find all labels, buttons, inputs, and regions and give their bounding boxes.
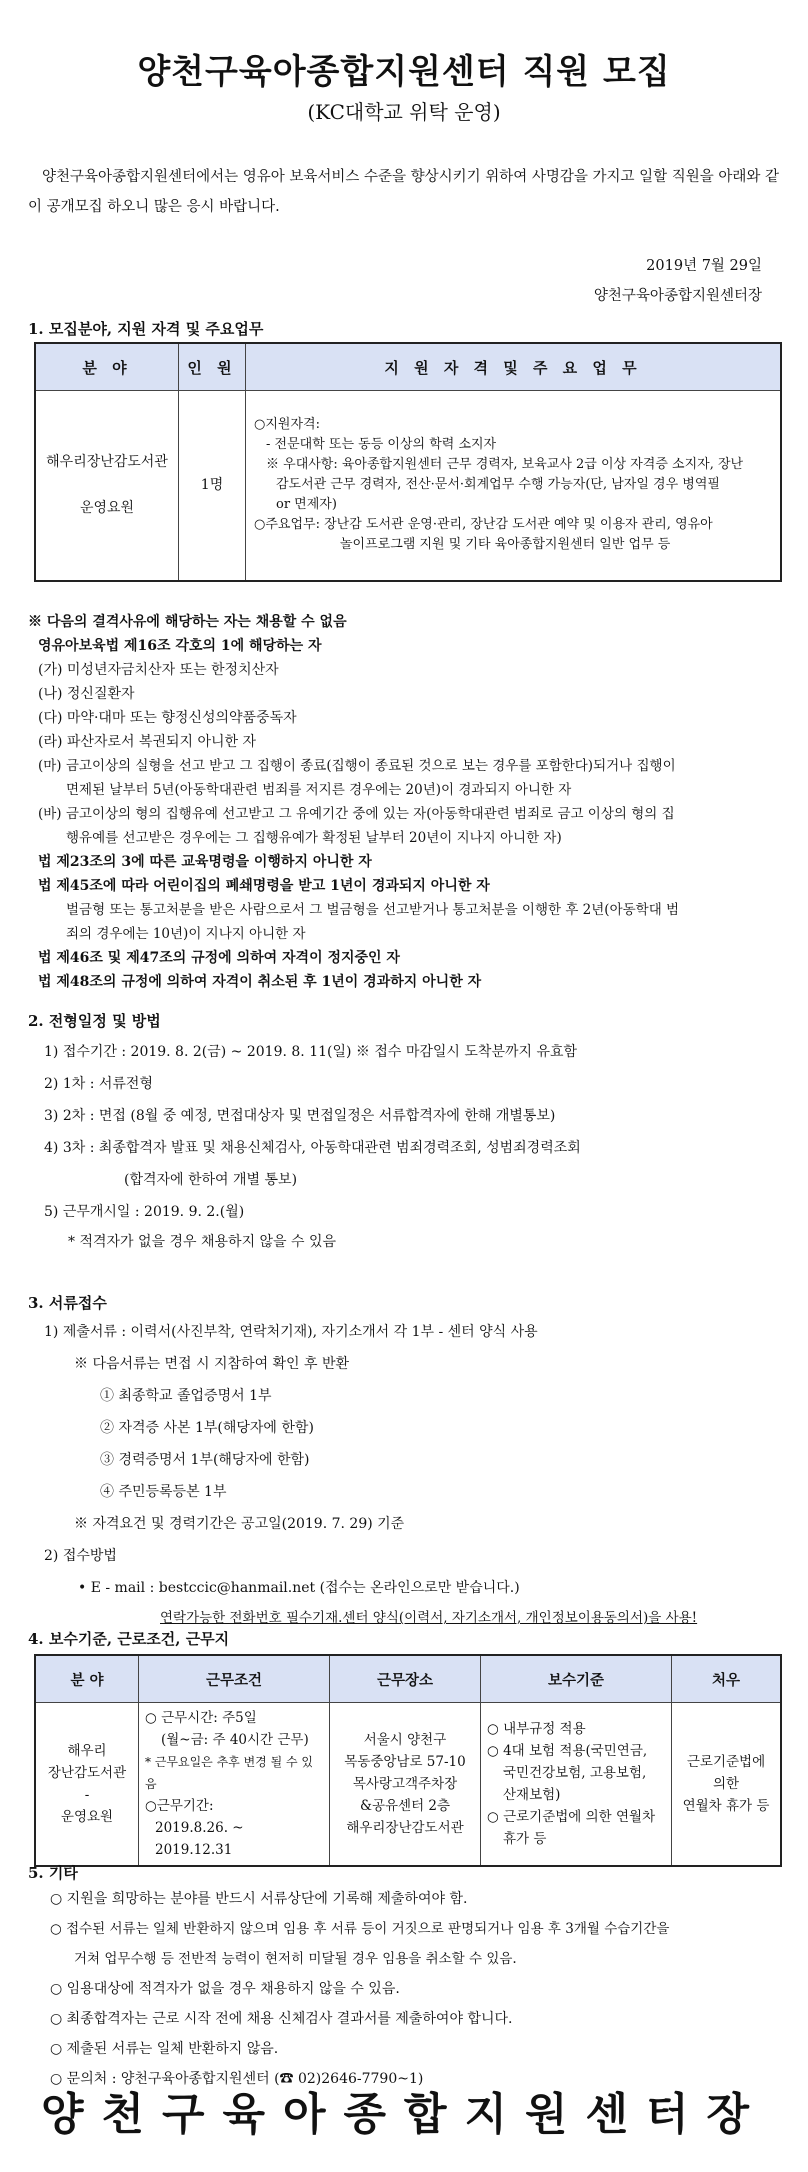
cond-field-3: - <box>84 1787 90 1803</box>
submit-contact-note: 연락가능한 전화번호 필수기재.센터 양식(이력서, 자기소개서, 개인정보이용동의서)을 사용! <box>160 1610 698 1626</box>
disq-item-ba-1: (바) 금고이상의 형의 집행유예 선고받고 그 유예기간 중에 있는 자(아동학대관련 범죄로 금고 이상의 형의 집 <box>38 806 675 822</box>
col-pay: 보수기준 <box>481 1655 672 1703</box>
page-subtitle: (KC대학교 위탁 운영) <box>307 100 501 124</box>
disq-heading: ※ 다음의 결격사유에 해당하는 자는 채용할 수 없음 <box>28 614 347 630</box>
misc-2b: 거쳐 업무수행 등 전반적 능력이 현저히 미달될 경우 임용을 취소할 수 있음. <box>74 1951 517 1967</box>
doc-item-1: ① 최종학교 졸업증명서 1부 <box>100 1388 272 1404</box>
disqualification-block <box>28 610 788 994</box>
qual-preference-2: 감도서관 근무 경력자, 전산·문서·회계업무 수행 가능자(단, 남자일 경우 병역필 <box>276 477 720 493</box>
disq-law-3-detail-1: 벌금형 또는 통고처분을 받은 사람으로서 그 벌금형을 선고받거나 통고처분을 이행한 후 2년(아동학대 범 <box>66 902 680 918</box>
documents-block <box>28 1316 788 1632</box>
cond-field-4: 운영요원 <box>60 1809 114 1825</box>
cond-treat-3: 연월차 휴가 등 <box>682 1798 770 1814</box>
cond-pay-6: 휴가 등 <box>503 1831 547 1847</box>
field-cell <box>35 391 179 581</box>
col-work-conditions: 근무조건 <box>139 1655 330 1703</box>
doc-item-3: ③ 경력증명서 1부(해당자에 한함) <box>100 1452 310 1468</box>
recruit-table-header <box>35 343 781 391</box>
notice-date: 2019년 7월 29일 <box>646 258 762 274</box>
section2-heading: 2. 전형일정 및 방법 <box>28 1012 161 1030</box>
cond-field-cell <box>35 1703 139 1867</box>
disq-law-3-detail-2: 죄의 경우에는 10년)이 지나지 아니한 자 <box>66 926 306 942</box>
schedule-1: 1) 접수기간 : 2019. 8. 2(금) ~ 2019. 8. 11(일) ※ 접수 마감일시 도착분까지 유효함 <box>44 1044 578 1060</box>
cond-place-5: 해우리장난감도서관 <box>346 1820 464 1836</box>
cond-hours-cell <box>139 1703 330 1867</box>
cond-pay-1: ○ 내부규정 적용 <box>487 1721 586 1737</box>
schedule-4: 4) 3차 : 최종합격자 발표 및 채용신체검사, 아동학대관련 범죄경력조회, 성범죄경력조회 <box>44 1140 581 1156</box>
disq-item-ma-1: (마) 금고이상의 실형을 선고 받고 그 집행이 종료(집행이 종료된 것으로 보는 경우를 포함한다)되거나 집행이 <box>38 758 676 774</box>
disq-item-da: (다) 마약·대마 또는 향정신성의약품중독자 <box>38 710 297 726</box>
disq-item-ba-2: 행유예를 선고받은 경우에는 그 집행유예가 확정된 날부터 20년이 지나지 아니한 자) <box>66 830 562 846</box>
col-work-place: 근무장소 <box>330 1655 481 1703</box>
disq-law-5: 법 제48조의 규정에 의하여 자격이 취소된 후 1년이 경과하지 아니한 자 <box>38 974 482 990</box>
cond-hours-1: ○ 근무시간: 주5일 <box>145 1710 257 1726</box>
duty-2: 놀이프로그램 지원 및 기타 육아종합지원센터 일반 업무 등 <box>340 537 671 553</box>
misc-2a: ○ 접수된 서류는 일체 반환하지 않으며 임용 후 서류 등이 거짓으로 판명되거나 임용 후 3개월 수습기간을 <box>50 1921 670 1937</box>
schedule-3: 3) 2차 : 면접 (8월 중 예정, 면접대상자 및 면접일정은 서류합격자에 한해 개별통보) <box>44 1108 556 1124</box>
field-name-2: 운영요원 <box>79 500 135 517</box>
misc-6: ○ 문의처 : 양천구육아종합지원센터 (☎ 02)2646-7790~1) <box>50 2071 424 2087</box>
footer-signature: 양천구육아종합지원센터장 <box>40 2089 768 2140</box>
doc-item-4: ④ 주민등록등본 1부 <box>100 1484 227 1500</box>
schedule-5: 5) 근무개시일 : 2019. 9. 2.(월) <box>44 1204 245 1220</box>
submit-method: 2) 접수방법 <box>44 1548 117 1564</box>
cond-hours-2: (월~금: 주 40시간 근무) <box>161 1732 309 1748</box>
cond-pay-3: 국민건강보험, 고용보험, <box>503 1765 647 1781</box>
intro-paragraph: 양천구육아종합지원센터에서는 영유아 보육서비스 수준을 향상시키기 위하여 사명감을 가지고 일할 직원을 아래와 같이 공개모집 하오니 많은 응시 바랍니다. <box>28 169 780 215</box>
schedule-5-note: * 적격자가 없을 경우 채용하지 않을 수 있음 <box>68 1234 337 1250</box>
misc-4: ○ 최종합격자는 근로 시작 전에 채용 신체검사 결과서를 제출하여야 합니다. <box>50 2011 513 2027</box>
section5-heading: 5. 기타 <box>28 1864 78 1882</box>
docs-required: 1) 제출서류 : 이력서(사진부착, 연락처기재), 자기소개서 각 1부 - 센터 양식 사용 <box>44 1324 538 1340</box>
field-name-1: 해우리장난감도서관 <box>46 454 168 471</box>
disq-item-ra: (라) 파산자로서 복권되지 아니한 자 <box>38 734 257 750</box>
schedule-block <box>28 1036 788 1256</box>
col-count: 인 원 <box>179 343 246 391</box>
col-field: 분 야 <box>35 343 179 391</box>
cond-place-3: 목사랑고객주차장 <box>352 1776 458 1792</box>
cond-treat-2: 의한 <box>712 1776 740 1792</box>
duty-1: ○주요업무: 장난감 도서관 운영·관리, 장난감 도서관 예약 및 이용자 관리, 영유아 <box>254 517 713 533</box>
cond-treat-cell <box>672 1703 782 1867</box>
disq-item-na: (나) 정신질환자 <box>38 686 135 702</box>
count-cell: 1명 <box>179 391 246 581</box>
cond-pay-5: ○ 근로기준법에 의한 연월차 <box>487 1809 656 1825</box>
cond-pay-cell <box>481 1703 672 1867</box>
qual-preference-3: or 면제자) <box>276 497 337 513</box>
cond-place-4: &공유센터 2층 <box>359 1798 451 1814</box>
docs-note: ※ 다음서류는 면접 시 지참하여 확인 후 반환 <box>74 1356 350 1372</box>
disq-item-ga: (가) 미성년자금치산자 또는 한정치산자 <box>38 662 279 678</box>
col-treatment: 처우 <box>672 1655 782 1703</box>
conditions-table-row <box>35 1703 781 1867</box>
cond-pay-4: 산재보험) <box>503 1787 561 1803</box>
section4-heading: 4. 보수기준, 근로조건, 근무지 <box>28 1630 230 1648</box>
section1-heading: 1. 모집분야, 지원 자격 및 주요업무 <box>28 320 264 338</box>
schedule-4-note: (합격자에 한하여 개별 통보) <box>124 1172 298 1188</box>
cond-treat-1: 근로기준법에 <box>686 1754 766 1770</box>
qual-education: - 전문대학 또는 동등 이상의 학력 소지자 <box>266 437 497 453</box>
cond-hours-4: ○근무기간: <box>145 1798 214 1814</box>
recruit-table <box>34 342 782 582</box>
cond-field-1: 해우리 <box>67 1743 107 1759</box>
submit-email: • E - mail : bestccic@hanmail.net (접수는 온라인으로만 받습니다.) <box>78 1580 520 1596</box>
disq-item-ma-2: 면제된 날부터 5년(아동학대관련 범죄를 저지른 경우에는 20년)이 경과되지 아니한 자 <box>66 782 572 798</box>
col-qualification: 지 원 자 격 및 주 요 업 무 <box>246 343 782 391</box>
cond-place-cell <box>330 1703 481 1867</box>
misc-1: ○ 지원을 희망하는 분야를 반드시 서류상단에 기록해 제출하여야 함. <box>50 1891 468 1907</box>
docs-note-2: ※ 자격요건 및 경력기간은 공고일(2019. 7. 29) 기준 <box>74 1516 405 1532</box>
cond-hours-3: * 근무요일은 추후 변경 될 수 있음 <box>145 1755 313 1791</box>
cond-place-2: 목동중앙남로 57-10 <box>344 1754 466 1770</box>
section3-heading: 3. 서류접수 <box>28 1294 107 1312</box>
disq-law-3: 법 제45조에 따라 어린이집의 폐쇄명령을 받고 1년이 경과되지 아니한 자 <box>38 878 490 894</box>
conditions-table-header <box>35 1655 781 1703</box>
misc-block <box>28 1884 788 2094</box>
qualification-cell <box>246 391 782 581</box>
qual-label: ○지원자격: <box>254 417 320 433</box>
misc-5: ○ 제출된 서류는 일체 반환하지 않음. <box>50 2041 279 2057</box>
misc-3: ○ 임용대상에 적격자가 없을 경우 채용하지 않을 수 있음. <box>50 1981 400 1997</box>
notice-org: 양천구육아종합지원센터장 <box>593 288 762 304</box>
schedule-2: 2) 1차 : 서류전형 <box>44 1076 153 1092</box>
cond-pay-2: ○ 4대 보험 적용(국민연금, <box>487 1743 648 1759</box>
col-field: 분 야 <box>35 1655 139 1703</box>
cond-field-2: 장난감도서관 <box>47 1765 127 1781</box>
doc-item-2: ② 자격증 사본 1부(해당자에 한함) <box>100 1420 314 1436</box>
conditions-table <box>34 1654 782 1867</box>
cond-place-1: 서울시 양천구 <box>363 1732 447 1748</box>
page-title: 양천구육아종합지원센터 직원 모집 <box>137 52 671 92</box>
cond-hours-5: 2019.8.26. ~ 2019.12.31 <box>155 1820 244 1858</box>
disq-law-2: 법 제23조의 3에 따른 교육명령을 이행하지 아니한 자 <box>38 854 372 870</box>
disq-law-4: 법 제46조 및 제47조의 규정에 의하여 자격이 정지중인 자 <box>38 950 400 966</box>
qual-preference-1: ※ 우대사항: 육아종합지원센터 근무 경력자, 보육교사 2급 이상 자격증 소지자, 장난 <box>266 457 744 473</box>
disq-law-1: 영유아보육법 제16조 각호의 1에 해당하는 자 <box>38 638 322 654</box>
recruit-table-row <box>35 391 781 581</box>
